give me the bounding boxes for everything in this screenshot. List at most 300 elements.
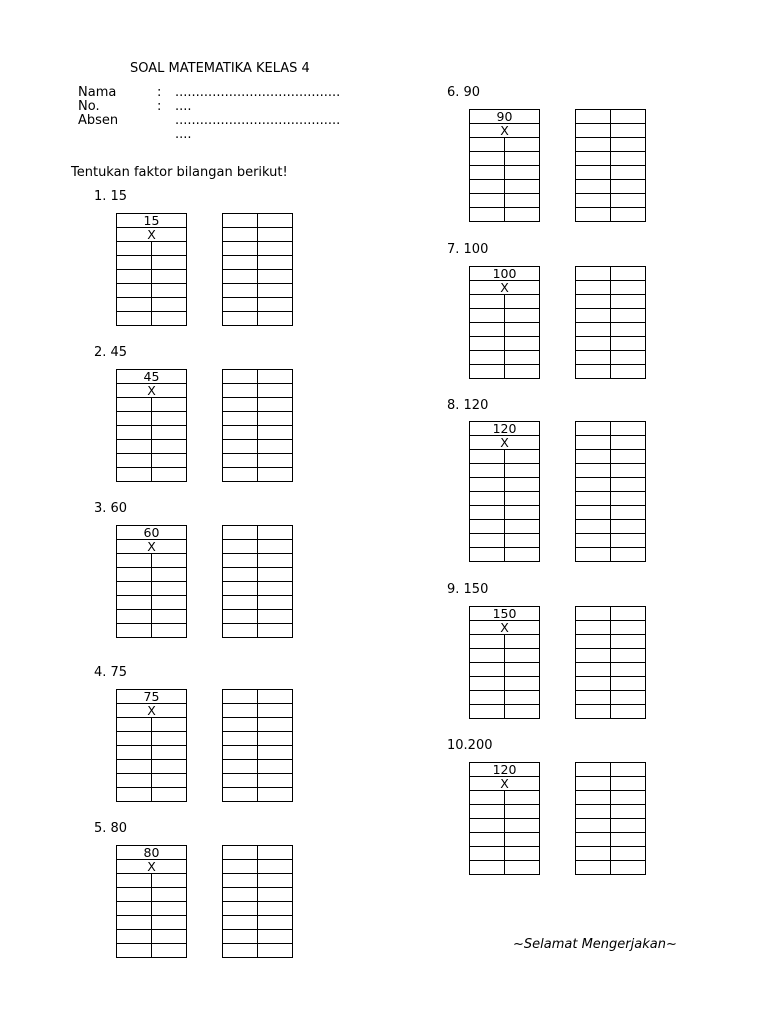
answer-cell[interactable]: [258, 284, 293, 298]
answer-cell[interactable]: [223, 888, 258, 902]
answer-cell[interactable]: [576, 548, 611, 562]
answer-cell[interactable]: [223, 624, 258, 638]
answer-cell[interactable]: [611, 110, 646, 124]
answer-cell[interactable]: [223, 468, 258, 482]
answer-cell[interactable]: [117, 610, 152, 624]
answer-cell[interactable]: [611, 337, 646, 351]
answer-cell[interactable]: [223, 370, 258, 384]
answer-cell[interactable]: [611, 847, 646, 861]
answer-cell[interactable]: [258, 312, 293, 326]
answer-cell[interactable]: [223, 298, 258, 312]
answer-cell[interactable]: [117, 874, 152, 888]
answer-cell[interactable]: [152, 624, 187, 638]
answer-cell[interactable]: [611, 861, 646, 875]
answer-cell[interactable]: [223, 860, 258, 874]
answer-cell[interactable]: [223, 426, 258, 440]
answer-cell[interactable]: [505, 805, 540, 819]
answer-cell[interactable]: [117, 242, 152, 256]
answer-row: [117, 760, 187, 774]
answer-cell[interactable]: [117, 270, 152, 284]
answer-cell[interactable]: [505, 548, 540, 562]
answer-cell[interactable]: [611, 124, 646, 138]
answer-cell[interactable]: [611, 763, 646, 777]
answer-cell[interactable]: [152, 412, 187, 426]
answer-cell[interactable]: [611, 663, 646, 677]
answer-cell[interactable]: [470, 478, 505, 492]
answer-cell[interactable]: [611, 691, 646, 705]
answer-cell[interactable]: [258, 888, 293, 902]
answer-cell[interactable]: [505, 464, 540, 478]
answer-cell[interactable]: [470, 635, 505, 649]
answer-cell[interactable]: [505, 791, 540, 805]
answer-cell[interactable]: [258, 746, 293, 760]
answer-cell[interactable]: [152, 874, 187, 888]
answer-cell[interactable]: [223, 944, 258, 958]
answer-cell[interactable]: [611, 323, 646, 337]
answer-cell[interactable]: [611, 281, 646, 295]
answer-cell[interactable]: [258, 874, 293, 888]
answer-cell[interactable]: [576, 323, 611, 337]
answer-cell[interactable]: [576, 847, 611, 861]
answer-cell[interactable]: [117, 732, 152, 746]
answer-cell[interactable]: [223, 690, 258, 704]
answer-cell[interactable]: [611, 520, 646, 534]
answer-row: [117, 284, 187, 298]
answer-cell[interactable]: [152, 554, 187, 568]
answer-cell[interactable]: [576, 506, 611, 520]
factor-number: 80: [117, 846, 187, 860]
answer-cell[interactable]: [576, 464, 611, 478]
answer-cell[interactable]: [470, 365, 505, 379]
answer-cell[interactable]: [223, 540, 258, 554]
answer-cell[interactable]: [470, 847, 505, 861]
answer-cell[interactable]: [611, 436, 646, 450]
answer-row: [470, 534, 540, 548]
answer-row: [470, 166, 540, 180]
answer-cell[interactable]: [223, 454, 258, 468]
answer-cell[interactable]: [505, 847, 540, 861]
answer-cell[interactable]: [258, 256, 293, 270]
answer-cell[interactable]: [152, 454, 187, 468]
answer-cell[interactable]: [611, 649, 646, 663]
answer-cell[interactable]: [258, 540, 293, 554]
answer-cell[interactable]: [611, 805, 646, 819]
answer-cell[interactable]: [470, 180, 505, 194]
answer-cell[interactable]: [576, 819, 611, 833]
answer-cell[interactable]: [611, 351, 646, 365]
answer-cell[interactable]: [258, 398, 293, 412]
answer-row: [117, 568, 187, 582]
answer-cell[interactable]: [576, 152, 611, 166]
answer-cell[interactable]: [576, 337, 611, 351]
answer-cell[interactable]: [470, 691, 505, 705]
answer-cell[interactable]: [258, 916, 293, 930]
answer-cell[interactable]: [576, 607, 611, 621]
answer-cell[interactable]: [152, 312, 187, 326]
answer-cell[interactable]: [117, 454, 152, 468]
answer-cell[interactable]: [505, 450, 540, 464]
answer-cell[interactable]: [152, 788, 187, 802]
factor-header-row: [470, 110, 540, 124]
answer-cell[interactable]: [576, 281, 611, 295]
answer-cell[interactable]: [117, 916, 152, 930]
answer-cell[interactable]: [152, 298, 187, 312]
answer-cell[interactable]: [470, 506, 505, 520]
answer-cell[interactable]: [576, 635, 611, 649]
answer-cell[interactable]: [223, 902, 258, 916]
answer-cell[interactable]: [117, 902, 152, 916]
answer-cell[interactable]: [505, 295, 540, 309]
answer-cell[interactable]: [505, 520, 540, 534]
answer-cell[interactable]: [223, 214, 258, 228]
answer-cell[interactable]: [223, 582, 258, 596]
answer-cell[interactable]: [576, 805, 611, 819]
answer-cell[interactable]: [152, 760, 187, 774]
answer-cell[interactable]: [152, 596, 187, 610]
answer-cell[interactable]: [117, 568, 152, 582]
answer-cell[interactable]: [576, 295, 611, 309]
answer-cell[interactable]: [258, 846, 293, 860]
answer-cell[interactable]: [611, 295, 646, 309]
answer-cell[interactable]: [152, 718, 187, 732]
answer-cell[interactable]: [223, 554, 258, 568]
answer-cell[interactable]: [258, 860, 293, 874]
answer-cell[interactable]: [611, 548, 646, 562]
answer-cell[interactable]: [117, 718, 152, 732]
answer-cell[interactable]: [505, 861, 540, 875]
answer-cell[interactable]: [505, 691, 540, 705]
answer-cell[interactable]: [611, 180, 646, 194]
answer-cell[interactable]: [152, 746, 187, 760]
answer-cell[interactable]: [117, 284, 152, 298]
answer-cell[interactable]: [470, 309, 505, 323]
answer-cell[interactable]: [258, 788, 293, 802]
answer-cell[interactable]: [470, 649, 505, 663]
answer-cell[interactable]: [611, 194, 646, 208]
answer-cell[interactable]: [611, 492, 646, 506]
answer-cell[interactable]: [152, 440, 187, 454]
answer-cell[interactable]: [223, 760, 258, 774]
answer-cell[interactable]: [470, 548, 505, 562]
answer-cell[interactable]: [505, 309, 540, 323]
answer-cell[interactable]: [611, 506, 646, 520]
answer-cell[interactable]: [505, 705, 540, 719]
answer-cell[interactable]: [258, 930, 293, 944]
answer-cell[interactable]: [258, 270, 293, 284]
answer-cell[interactable]: [152, 732, 187, 746]
answer-cell[interactable]: [258, 610, 293, 624]
answer-cell[interactable]: [117, 624, 152, 638]
answer-cell[interactable]: [470, 152, 505, 166]
answer-cell[interactable]: [576, 520, 611, 534]
answer-cell[interactable]: [117, 440, 152, 454]
answer-cell[interactable]: [152, 426, 187, 440]
answer-cell[interactable]: [223, 384, 258, 398]
answer-cell[interactable]: [505, 138, 540, 152]
answer-cell[interactable]: [611, 607, 646, 621]
answer-cell[interactable]: [152, 930, 187, 944]
answer-cell[interactable]: [470, 138, 505, 152]
answer-row: [470, 295, 540, 309]
answer-cell[interactable]: [258, 298, 293, 312]
answer-cell[interactable]: [576, 492, 611, 506]
answer-cell[interactable]: [470, 295, 505, 309]
answer-cell[interactable]: [117, 930, 152, 944]
answer-row: [470, 677, 540, 691]
answer-cell[interactable]: [152, 902, 187, 916]
answer-cell[interactable]: [258, 554, 293, 568]
answer-cell[interactable]: [505, 492, 540, 506]
answer-cell[interactable]: [576, 436, 611, 450]
answer-cell[interactable]: [223, 526, 258, 540]
answer-cell[interactable]: [470, 833, 505, 847]
answer-cell[interactable]: [505, 649, 540, 663]
answer-cell[interactable]: [223, 228, 258, 242]
answer-cell[interactable]: [576, 705, 611, 719]
answer-cell[interactable]: [152, 270, 187, 284]
answer-cell[interactable]: [576, 194, 611, 208]
answer-cell[interactable]: [223, 916, 258, 930]
answer-cell[interactable]: [576, 365, 611, 379]
answer-cell[interactable]: [611, 450, 646, 464]
answer-cell[interactable]: [258, 582, 293, 596]
answer-cell[interactable]: [576, 124, 611, 138]
answer-cell[interactable]: [470, 464, 505, 478]
answer-cell[interactable]: [611, 534, 646, 548]
answer-cell[interactable]: [505, 166, 540, 180]
answer-cell[interactable]: [223, 846, 258, 860]
answer-cell[interactable]: [470, 337, 505, 351]
answer-cell[interactable]: [576, 351, 611, 365]
answer-cell[interactable]: [470, 351, 505, 365]
answer-cell[interactable]: [470, 705, 505, 719]
answer-cell[interactable]: [505, 534, 540, 548]
answer-cell[interactable]: [576, 138, 611, 152]
answer-cell[interactable]: [223, 774, 258, 788]
answer-cell[interactable]: [117, 788, 152, 802]
answer-cell[interactable]: [117, 554, 152, 568]
answer-cell[interactable]: [258, 718, 293, 732]
answer-cell[interactable]: [258, 526, 293, 540]
answer-cell[interactable]: [117, 298, 152, 312]
answer-cell[interactable]: [505, 180, 540, 194]
answer-cell[interactable]: [470, 194, 505, 208]
answer-cell[interactable]: [117, 944, 152, 958]
answer-cell[interactable]: [152, 774, 187, 788]
answer-cell[interactable]: [152, 242, 187, 256]
answer-cell[interactable]: [470, 819, 505, 833]
answer-cell[interactable]: [611, 138, 646, 152]
answer-cell[interactable]: [117, 582, 152, 596]
answer-cell[interactable]: [117, 596, 152, 610]
answer-cell[interactable]: [576, 422, 611, 436]
answer-cell[interactable]: [576, 180, 611, 194]
answer-cell[interactable]: [258, 690, 293, 704]
answer-cell[interactable]: [223, 312, 258, 326]
answer-cell[interactable]: [576, 691, 611, 705]
answer-cell[interactable]: [576, 267, 611, 281]
answer-cell[interactable]: [117, 412, 152, 426]
answer-cell[interactable]: [576, 110, 611, 124]
answer-cell[interactable]: [258, 624, 293, 638]
answer-cell[interactable]: [223, 874, 258, 888]
answer-cell[interactable]: [470, 805, 505, 819]
answer-cell[interactable]: [611, 777, 646, 791]
answer-row: [470, 791, 540, 805]
answer-cell[interactable]: [576, 677, 611, 691]
answer-cell[interactable]: [576, 534, 611, 548]
answer-cell[interactable]: [576, 208, 611, 222]
answer-cell[interactable]: [470, 861, 505, 875]
answer-cell[interactable]: [505, 351, 540, 365]
answer-cell[interactable]: [258, 370, 293, 384]
answer-cell[interactable]: [505, 478, 540, 492]
answer-cell[interactable]: [611, 635, 646, 649]
answer-cell[interactable]: [258, 468, 293, 482]
answer-cell[interactable]: [223, 398, 258, 412]
answer-cell[interactable]: [152, 916, 187, 930]
answer-cell[interactable]: [470, 492, 505, 506]
answer-cell[interactable]: [223, 256, 258, 270]
answer-cell[interactable]: [505, 337, 540, 351]
answer-cell[interactable]: [470, 450, 505, 464]
answer-cell[interactable]: [611, 464, 646, 478]
answer-cell[interactable]: [611, 365, 646, 379]
answer-cell[interactable]: [576, 309, 611, 323]
answer-cell[interactable]: [117, 256, 152, 270]
answer-cell[interactable]: [470, 534, 505, 548]
answer-cell[interactable]: [611, 791, 646, 805]
answer-cell[interactable]: [152, 398, 187, 412]
answer-cell[interactable]: [258, 440, 293, 454]
answer-cell[interactable]: [117, 888, 152, 902]
answer-cell[interactable]: [505, 833, 540, 847]
answer-cell[interactable]: [258, 412, 293, 426]
answer-cell[interactable]: [152, 582, 187, 596]
answer-cell[interactable]: [611, 267, 646, 281]
answer-cell[interactable]: [505, 323, 540, 337]
answer-cell[interactable]: [576, 649, 611, 663]
answer-cell[interactable]: [611, 833, 646, 847]
answer-cell[interactable]: [117, 774, 152, 788]
answer-cell[interactable]: [223, 788, 258, 802]
answer-cell[interactable]: [470, 791, 505, 805]
answer-cell[interactable]: [611, 819, 646, 833]
answer-cell[interactable]: [576, 833, 611, 847]
answer-cell[interactable]: [258, 454, 293, 468]
answer-cell[interactable]: [505, 635, 540, 649]
answer-cell[interactable]: [611, 208, 646, 222]
answer-cell[interactable]: [258, 242, 293, 256]
answer-cell[interactable]: [223, 270, 258, 284]
answer-cell[interactable]: [576, 763, 611, 777]
answer-cell[interactable]: [223, 596, 258, 610]
answer-cell[interactable]: [223, 718, 258, 732]
answer-cell[interactable]: [505, 365, 540, 379]
answer-cell[interactable]: [258, 596, 293, 610]
answer-cell[interactable]: [258, 704, 293, 718]
answer-cell[interactable]: [576, 450, 611, 464]
answer-cell[interactable]: [152, 888, 187, 902]
answer-cell[interactable]: [258, 568, 293, 582]
answer-cell[interactable]: [223, 412, 258, 426]
answer-cell[interactable]: [223, 242, 258, 256]
answer-cell[interactable]: [258, 944, 293, 958]
answer-cell[interactable]: [258, 384, 293, 398]
answer-cell[interactable]: [505, 819, 540, 833]
answer-cell[interactable]: [258, 760, 293, 774]
answer-cell[interactable]: [470, 677, 505, 691]
answer-cell[interactable]: [576, 166, 611, 180]
answer-cell[interactable]: [576, 621, 611, 635]
answer-cell[interactable]: [223, 732, 258, 746]
answer-cell[interactable]: [576, 663, 611, 677]
answer-cell[interactable]: [152, 610, 187, 624]
answer-cell[interactable]: [576, 777, 611, 791]
answer-cell[interactable]: [258, 774, 293, 788]
answer-cell[interactable]: [223, 440, 258, 454]
answer-cell[interactable]: [611, 422, 646, 436]
answer-cell[interactable]: [117, 398, 152, 412]
answer-cell[interactable]: [152, 468, 187, 482]
answer-cell[interactable]: [576, 478, 611, 492]
answer-cell[interactable]: [576, 861, 611, 875]
answer-cell[interactable]: [258, 732, 293, 746]
answer-cell[interactable]: [258, 214, 293, 228]
answer-cell[interactable]: [505, 208, 540, 222]
answer-cell[interactable]: [152, 284, 187, 298]
answer-cell[interactable]: [258, 426, 293, 440]
answer-cell[interactable]: [611, 166, 646, 180]
answer-cell[interactable]: [223, 568, 258, 582]
answer-cell[interactable]: [505, 152, 540, 166]
answer-cell[interactable]: [611, 478, 646, 492]
answer-cell[interactable]: [505, 194, 540, 208]
answer-cell[interactable]: [611, 677, 646, 691]
answer-cell[interactable]: [505, 663, 540, 677]
answer-cell[interactable]: [117, 468, 152, 482]
answer-cell[interactable]: [117, 426, 152, 440]
answer-cell[interactable]: [611, 621, 646, 635]
answer-cell[interactable]: [258, 902, 293, 916]
answer-cell[interactable]: [223, 610, 258, 624]
answer-cell[interactable]: [611, 309, 646, 323]
answer-cell[interactable]: [223, 930, 258, 944]
answer-cell[interactable]: [611, 705, 646, 719]
answer-cell[interactable]: [611, 152, 646, 166]
answer-cell[interactable]: [223, 746, 258, 760]
answer-cell[interactable]: [470, 663, 505, 677]
answer-cell[interactable]: [152, 568, 187, 582]
answer-cell[interactable]: [505, 677, 540, 691]
answer-cell[interactable]: [152, 256, 187, 270]
answer-cell[interactable]: [470, 166, 505, 180]
answer-cell[interactable]: [117, 760, 152, 774]
answer-cell[interactable]: [470, 323, 505, 337]
answer-cell[interactable]: [505, 506, 540, 520]
answer-cell[interactable]: [117, 746, 152, 760]
answer-cell[interactable]: [576, 791, 611, 805]
answer-row: [576, 337, 646, 351]
answer-cell[interactable]: [152, 944, 187, 958]
answer-cell[interactable]: [258, 228, 293, 242]
answer-cell[interactable]: [117, 312, 152, 326]
answer-cell[interactable]: [223, 284, 258, 298]
answer-row: [576, 124, 646, 138]
answer-cell[interactable]: [470, 208, 505, 222]
answer-cell[interactable]: [223, 704, 258, 718]
answer-cell[interactable]: [470, 520, 505, 534]
